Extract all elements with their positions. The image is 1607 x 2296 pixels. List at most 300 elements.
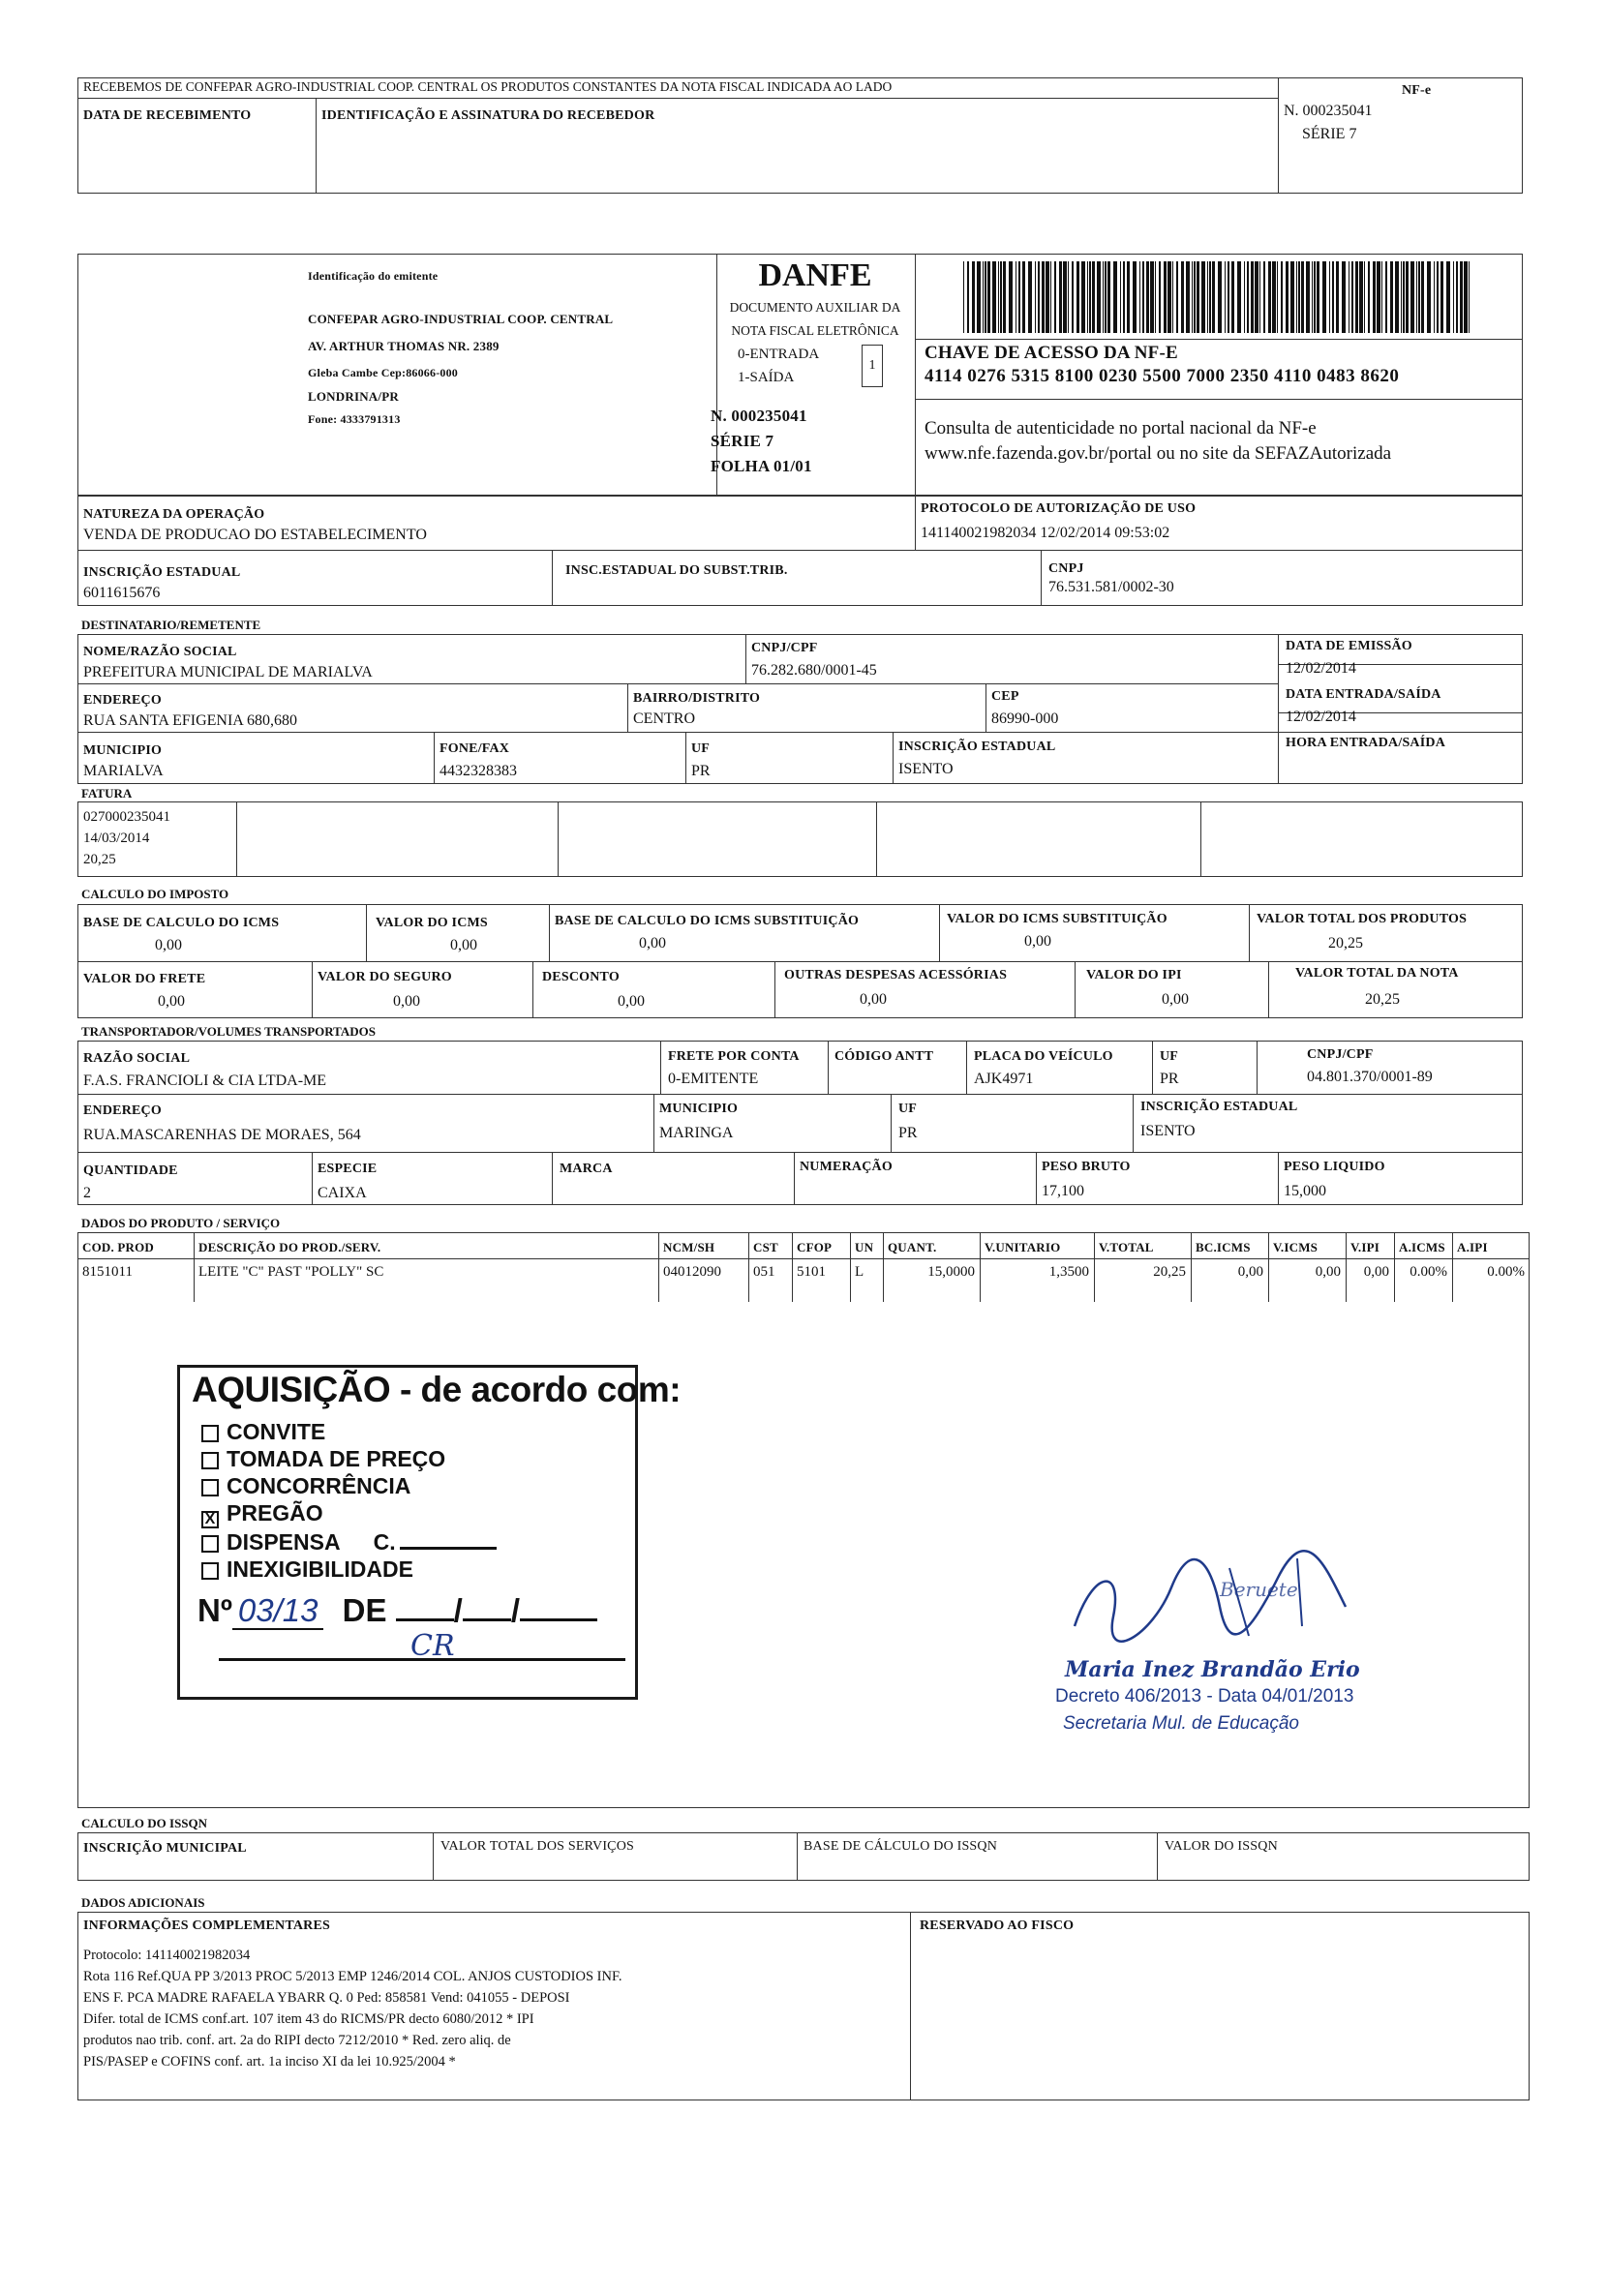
table-column-divider (980, 1232, 981, 1302)
barcode-bar (1081, 261, 1085, 333)
barcode-bar (1255, 261, 1258, 333)
stamp-number-line: Nº 03/13 DE / / (197, 1592, 597, 1629)
issqn-bc-label: BASE DE CÁLCULO DO ISSQN (804, 1839, 998, 1854)
barcode-bar (1434, 261, 1435, 333)
dest-emissao-label: DATA DE EMISSÃO (1286, 639, 1412, 653)
desconto: 0,00 (618, 993, 645, 1010)
stamp-options (201, 1418, 497, 1583)
adicionais-section: DADOS ADICIONAIS (81, 1895, 205, 1910)
barcode (963, 261, 1476, 333)
barcode-bar (1373, 261, 1376, 333)
transp-placa: AJK4971 (974, 1071, 1034, 1087)
info-complementares-label: INFORMAÇÕES COMPLEMENTARES (83, 1918, 331, 1933)
table-column-divider (1346, 1232, 1347, 1302)
transp-uf-label: UF (1160, 1049, 1179, 1064)
outras: 0,00 (860, 991, 887, 1008)
barcode-bar (1259, 261, 1260, 333)
barcode-bar (1228, 261, 1229, 333)
barcode-bar (1072, 261, 1074, 333)
barcode-bar (1150, 261, 1154, 333)
table-cell-aicms: 0.00% (1410, 1264, 1447, 1280)
barcode-bar (1312, 261, 1313, 333)
barcode-bar (1127, 261, 1130, 333)
emitente-address: AV. ARTHUR THOMAS NR. 2389 (308, 339, 500, 353)
dest-ie: ISENTO (898, 761, 954, 777)
barcode-bar (1164, 261, 1167, 333)
barcode-bar (1314, 261, 1316, 333)
bc-icms: 0,00 (155, 937, 182, 953)
stamp-title: AQUISIÇÃO - de acordo com: (192, 1370, 682, 1409)
barcode-bar (1097, 261, 1101, 333)
barcode-bar (1076, 261, 1079, 333)
emitente-name: CONFEPAR AGRO-INDUSTRIAL COOP. CENTRAL (308, 312, 614, 326)
barcode-bar (1059, 261, 1062, 333)
barcode-bar (1089, 261, 1091, 333)
barcode-bar (1317, 261, 1319, 333)
barcode-bar (1364, 261, 1365, 333)
transp-liquido-label: PESO LIQUIDO (1284, 1160, 1385, 1174)
outras-label: OUTRAS DESPESAS ACESSÓRIAS (784, 968, 1008, 982)
emitente-label: Identificação do emitente (308, 269, 439, 283)
fatura-valor: 20,25 (83, 852, 116, 867)
signature-decree: Decreto 406/2013 - Data 04/01/2013 (1055, 1686, 1354, 1707)
table-header-vicms: V.ICMS (1273, 1240, 1319, 1254)
transp-uf2: PR (898, 1125, 918, 1141)
table-header-cst: CST (753, 1240, 778, 1254)
transp-razao-label: RAZÃO SOCIAL (83, 1051, 191, 1066)
barcode-bar (1003, 261, 1006, 333)
barcode-bar (1113, 261, 1117, 333)
barcode-bar (1192, 261, 1193, 333)
dest-cep-label: CEP (991, 689, 1019, 704)
table-header-aipi: A.IPI (1457, 1240, 1488, 1254)
table-column-divider (792, 1232, 793, 1302)
stamp-option-convite: CONVITE (201, 1418, 497, 1445)
barcode-bar (1237, 261, 1241, 333)
dest-entrada-label: DATA ENTRADA/SAÍDA (1286, 687, 1441, 702)
consulta-line1: Consulta de autenticidade no portal nacional da NF-e (925, 418, 1317, 438)
barcode-bar (1201, 261, 1205, 333)
table-header-ncm: NCM/SH (663, 1240, 715, 1254)
danfe-sub2: NOTA FISCAL ELETRÔNICA (731, 323, 899, 338)
table-cell-cod: 8151011 (82, 1264, 133, 1280)
fatura-numero: 027000235041 (83, 809, 170, 825)
barcode-bar (1359, 261, 1363, 333)
barcode-bar (1123, 261, 1125, 333)
barcode-bar (1050, 261, 1051, 333)
ie-label: INSCRIÇÃO ESTADUAL (83, 565, 241, 580)
fatura-vencimento: 14/03/2014 (83, 831, 150, 846)
stamp-no-value: 03/13 (232, 1592, 324, 1630)
barcode-bar (1416, 261, 1417, 333)
transp-qtd: 2 (83, 1185, 91, 1201)
transp-razao: F.A.S. FRANCIOLI & CIA LTDA-ME (83, 1072, 327, 1089)
barcode-bar (1046, 261, 1049, 333)
transp-ie: ISENTO (1140, 1123, 1196, 1139)
danfe-title: DANFE (758, 257, 872, 293)
canhoto-nfe-label: NF-e (1402, 83, 1432, 98)
ipi-label: VALOR DO IPI (1086, 968, 1182, 982)
cnpj-emitente-value: 76.531.581/0002-30 (1048, 579, 1174, 595)
barcode-bar (1159, 261, 1161, 333)
table-header-aicms: A.ICMS (1399, 1240, 1445, 1254)
bc-icms-label: BASE DE CALCULO DO ICMS (83, 916, 280, 930)
barcode-bar (1469, 261, 1470, 333)
desconto-label: DESCONTO (542, 970, 620, 984)
danfe-folha: FOLHA 01/01 (711, 457, 812, 475)
barcode-bar (1194, 261, 1196, 333)
bc-st: 0,00 (639, 935, 666, 952)
barcode-bar (1329, 261, 1330, 333)
imposto-section: CALCULO DO IMPOSTO (81, 887, 229, 901)
barcode-bar (1427, 261, 1431, 333)
barcode-bar (963, 261, 964, 333)
barcode-bar (1068, 261, 1069, 333)
stamp-option-pregao: X PREGÃO (201, 1499, 497, 1528)
table-column-divider (1394, 1232, 1395, 1302)
checkbox-icon (201, 1452, 219, 1469)
barcode-bar (1035, 261, 1036, 333)
table-cell-bcicms: 0,00 (1237, 1264, 1263, 1280)
barcode-bar (1155, 261, 1156, 333)
table-header-quant: QUANT. (888, 1240, 937, 1254)
transp-especie: CAIXA (318, 1185, 367, 1201)
transp-antt-label: CÓDIGO ANTT (834, 1049, 934, 1064)
transp-especie-label: ESPECIE (318, 1162, 378, 1176)
dest-cep: 86990-000 (991, 710, 1059, 727)
emitente-city: LONDRINA/PR (308, 389, 399, 404)
table-cell-descricao: LEITE "C" PAST "POLLY" SC (198, 1264, 384, 1280)
barcode-bar (1176, 261, 1178, 333)
barcode-bar (1437, 261, 1439, 333)
barcode-bar (1042, 261, 1045, 333)
dest-nome: PREFEITURA MUNICIPAL DE MARIALVA (83, 664, 373, 680)
transp-cnpj-label: CNPJ/CPF (1307, 1047, 1374, 1062)
transp-marca-label: MARCA (560, 1162, 613, 1176)
issqn-servicos-label: VALOR TOTAL DOS SERVIÇOS (440, 1839, 635, 1854)
table-header-vunit: V.UNITARIO (985, 1240, 1061, 1254)
dest-endereco: RUA SANTA EFIGENIA 680,680 (83, 712, 297, 729)
signature-role: Secretaria Mul. de Educação (1063, 1713, 1299, 1734)
barcode-bar (1332, 261, 1334, 333)
barcode-bar (992, 261, 996, 333)
dest-cnpj: 76.282.680/0001-45 (751, 662, 877, 679)
barcode-bar (1464, 261, 1468, 333)
transp-cnpj: 04.801.370/0001-89 (1307, 1069, 1433, 1085)
transp-municipio-label: MUNICIPIO (659, 1102, 739, 1116)
barcode-bar (977, 261, 981, 333)
barcode-bar (1133, 261, 1137, 333)
table-column-divider (1191, 1232, 1192, 1302)
table-cell-ncm: 04012090 (663, 1264, 721, 1280)
ie-subst-label: INSC.ESTADUAL DO SUBST.TRIB. (565, 563, 788, 578)
stamp-c-label: C. (373, 1529, 396, 1555)
barcode-bar (1268, 261, 1271, 333)
dest-endereco-label: ENDEREÇO (83, 693, 162, 708)
barcode-bar (1263, 261, 1265, 333)
barcode-bar (1418, 261, 1420, 333)
table-cell-aipi: 0.00% (1487, 1264, 1525, 1280)
info-line: Rota 116 Ref.QUA PP 3/2013 PROC 5/2013 EMP 1246/2014 COL. ANJOS CUSTODIOS INF. (83, 1969, 622, 1984)
transp-bruto: 17,100 (1042, 1183, 1084, 1199)
barcode-bar (983, 261, 984, 333)
chave-value: 4114 0276 5315 8100 0230 5500 7000 2350 4110 0483 8620 (925, 366, 1400, 386)
dest-cnpj-label: CNPJ/CPF (751, 641, 818, 655)
protocolo-value: 141140021982034 12/02/2014 09:53:02 (921, 525, 1170, 541)
issqn-section: CALCULO DO ISSQN (81, 1816, 208, 1830)
danfe-sub1: DOCUMENTO AUXILIAR DA (729, 300, 901, 315)
canhoto-serie: SÉRIE 7 (1302, 126, 1357, 142)
total-label: VALOR TOTAL DA NOTA (1295, 966, 1459, 981)
signature-name: Maria Inez Brandão Erio (1065, 1657, 1360, 1682)
barcode-bar (1247, 261, 1249, 333)
table-header-descricao: DESCRIÇÃO DO PROD./SERV. (198, 1240, 381, 1254)
barcode-bar (1244, 261, 1245, 333)
signature-script: Beruete (1220, 1578, 1298, 1601)
dest-uf: PR (691, 763, 711, 779)
produtos-section: DADOS DO PRODUTO / SERVIÇO (81, 1216, 281, 1230)
barcode-bar (1336, 261, 1339, 333)
barcode-bar (1092, 261, 1095, 333)
barcode-bar (1460, 261, 1463, 333)
table-cell-vipi: 0,00 (1363, 1264, 1389, 1280)
barcode-bar (1167, 261, 1171, 333)
barcode-bar (1286, 261, 1289, 333)
barcode-bar (1410, 261, 1414, 333)
barcode-bar (1218, 261, 1222, 333)
seguro-label: VALOR DO SEGURO (318, 970, 452, 984)
transp-placa-label: PLACA DO VEÍCULO (974, 1049, 1113, 1064)
barcode-bar (1197, 261, 1199, 333)
barcode-bar (1212, 261, 1215, 333)
dest-uf-label: UF (691, 741, 711, 756)
info-line: produtos nao trib. conf. art. 2a do RIPI decto 7212/2010 * Red. zero aliq. de (83, 2033, 511, 2048)
transp-municipio: MARINGA (659, 1125, 734, 1141)
barcode-bar (1105, 261, 1107, 333)
table-header-vipi: V.IPI (1350, 1240, 1380, 1254)
barcode-bar (1385, 261, 1387, 333)
checkbox-icon (201, 1535, 219, 1553)
stamp-initials: CR (410, 1629, 455, 1663)
barcode-bar (1296, 261, 1297, 333)
destinatario-section: DESTINATARIO/REMETENTE (81, 618, 261, 632)
table-column-divider (1094, 1232, 1095, 1302)
table-cell-quant: 15,0000 (927, 1264, 975, 1280)
barcode-bar (1390, 261, 1393, 333)
bc-st-label: BASE DE CALCULO DO ICMS SUBSTITUIÇÃO (555, 914, 860, 928)
data-recebimento-label: DATA DE RECEBIMENTO (83, 108, 252, 123)
barcode-bar (1368, 261, 1370, 333)
transp-ie-label: INSCRIÇÃO ESTADUAL (1140, 1100, 1298, 1114)
barcode-bar (1272, 261, 1276, 333)
barcode-bar (998, 261, 999, 333)
table-header-un: UN (855, 1240, 874, 1254)
stamp-option-dispensa: DISPENSA C. (201, 1528, 497, 1556)
barcode-bar (1251, 261, 1254, 333)
barcode-bar (1120, 261, 1121, 333)
table-header-bcicms: BC.ICMS (1196, 1240, 1251, 1254)
barcode-bar (1351, 261, 1353, 333)
frete: 0,00 (158, 993, 185, 1010)
protocolo-label: PROTOCOLO DE AUTORIZAÇÃO DE USO (921, 501, 1197, 516)
dest-bairro: CENTRO (633, 710, 695, 727)
v-prod: 20,25 (1328, 935, 1363, 952)
v-icms: 0,00 (450, 937, 477, 953)
dest-fone-label: FONE/FAX (440, 741, 510, 756)
barcode-bar (1355, 261, 1358, 333)
barcode-bar (1142, 261, 1144, 333)
natureza-value: VENDA DE PRODUCAO DO ESTABELECIMENTO (83, 527, 427, 543)
barcode-bar (1421, 261, 1424, 333)
v-st-label: VALOR DO ICMS SUBSTITUIÇÃO (947, 912, 1167, 926)
danfe-numero: N. 000235041 (711, 407, 807, 425)
barcode-bar (967, 261, 969, 333)
barcode-bar (1403, 261, 1405, 333)
checkbox-icon (201, 1479, 219, 1496)
transportador-section: TRANSPORTADOR/VOLUMES TRANSPORTADOS (81, 1024, 377, 1039)
barcode-bar (1139, 261, 1140, 333)
emitente-district: Gleba Cambe Cep:86066-000 (308, 366, 458, 379)
barcode-bar (1207, 261, 1208, 333)
ipi: 0,00 (1162, 991, 1189, 1008)
barcode-bar (1446, 261, 1450, 333)
barcode-bar (1298, 261, 1300, 333)
transp-frete: 0-EMITENTE (668, 1071, 759, 1087)
barcode-bar (985, 261, 986, 333)
reservado-fisco-label: RESERVADO AO FISCO (920, 1918, 1075, 1933)
dest-entrada: 12/02/2014 (1286, 709, 1356, 725)
transp-numeracao-label: NUMERAÇÃO (800, 1160, 893, 1174)
table-cell-vtotal: 20,25 (1153, 1264, 1186, 1280)
chave-title: CHAVE DE ACESSO DA NF-E (925, 343, 1178, 363)
danfe-entrada: 0-ENTRADA (738, 347, 820, 362)
barcode-bar (1225, 261, 1226, 333)
info-line: Protocolo: 141140021982034 (83, 1948, 251, 1963)
barcode-bar (1172, 261, 1173, 333)
table-column-divider (194, 1232, 195, 1302)
barcode-bar (1440, 261, 1443, 333)
canhoto-numero: N. 000235041 (1284, 103, 1373, 119)
table-cell-vunit: 1,3500 (1048, 1264, 1089, 1280)
barcode-bar (1028, 261, 1032, 333)
table-cell-vicms: 0,00 (1315, 1264, 1341, 1280)
table-cell-cfop: 5101 (797, 1264, 826, 1280)
emitente-phone: Fone: 4333791313 (308, 412, 401, 426)
natureza-label: NATUREZA DA OPERAÇÃO (83, 507, 265, 522)
dest-bairro-label: BAIRRO/DISTRITO (633, 691, 761, 706)
barcode-bar (1306, 261, 1310, 333)
signature-scribble-icon (1055, 1549, 1384, 1655)
v-icms-label: VALOR DO ICMS (376, 916, 488, 930)
barcode-bar (1231, 261, 1234, 333)
barcode-bar (1456, 261, 1458, 333)
barcode-bar (1054, 261, 1056, 333)
table-cell-un: L (855, 1264, 864, 1280)
frete-label: VALOR DO FRETE (83, 972, 206, 986)
transp-frete-label: FRETE POR CONTA (668, 1049, 800, 1064)
table-cell-cst: 051 (753, 1264, 775, 1280)
transp-bruto-label: PESO BRUTO (1042, 1160, 1131, 1174)
dest-emissao: 12/02/2014 (1286, 660, 1356, 677)
transp-endereco: RUA.MASCARENHAS DE MORAES, 564 (83, 1127, 361, 1143)
fatura-section: FATURA (81, 786, 133, 801)
table-column-divider (748, 1232, 749, 1302)
barcode-bar (1063, 261, 1067, 333)
barcode-bar (1181, 261, 1184, 333)
stamp-no-label: Nº (197, 1592, 232, 1628)
barcode-bar (1281, 261, 1283, 333)
ie-value: 6011615676 (83, 585, 161, 601)
canhoto-statement: RECEBEMOS DE CONFEPAR AGRO-INDUSTRIAL COOP. CENTRAL OS PRODUTOS CONSTANTES DA NOTA FISCAL INDICADA AO LADO (83, 79, 893, 94)
barcode-bar (1209, 261, 1211, 333)
table-column-divider (883, 1232, 884, 1302)
dest-nome-label: NOME/RAZÃO SOCIAL (83, 645, 237, 659)
stamp-option-inexigibilidade: INEXIGIBILIDADE (201, 1556, 497, 1583)
barcode-bar (987, 261, 990, 333)
consulta-line2: www.nfe.fazenda.gov.br/portal ou no site da SEFAZAutorizada (925, 443, 1392, 464)
dest-municipio-label: MUNICIPIO (83, 743, 163, 758)
barcode-bar (1406, 261, 1409, 333)
table-header-vtotal: V.TOTAL (1099, 1240, 1154, 1254)
acquisition-stamp (177, 1365, 682, 1700)
barcode-bar (1377, 261, 1380, 333)
danfe-tipo-box: 1 (862, 345, 883, 387)
dest-hora-label: HORA ENTRADA/SAÍDA (1286, 736, 1446, 750)
barcode-bar (1381, 261, 1382, 333)
issqn-valor-label: VALOR DO ISSQN (1165, 1839, 1278, 1854)
barcode-bar (1301, 261, 1304, 333)
issqn-im-label: INSCRIÇÃO MUNICIPAL (83, 1841, 247, 1856)
stamp-option-concorrencia: CONCORRÊNCIA (201, 1472, 497, 1499)
transp-liquido: 15,000 (1284, 1183, 1326, 1199)
barcode-bar (1342, 261, 1346, 333)
cnpj-emitente-label: CNPJ (1048, 561, 1084, 576)
barcode-bar (1000, 261, 1002, 333)
danfe-saida: 1-SAÍDA (738, 370, 795, 385)
seguro: 0,00 (393, 993, 420, 1010)
table-column-divider (1452, 1232, 1453, 1302)
checkbox-checked-icon: X (201, 1511, 219, 1528)
v-prod-label: VALOR TOTAL DOS PRODUTOS (1257, 912, 1468, 926)
barcode-bar (1401, 261, 1402, 333)
transp-uf: PR (1160, 1071, 1179, 1087)
table-column-divider (658, 1232, 659, 1302)
barcode-bar (1038, 261, 1040, 333)
barcode-bar (1087, 261, 1088, 333)
barcode-bar (1322, 261, 1326, 333)
checkbox-icon (201, 1425, 219, 1442)
barcode-bar (1290, 261, 1294, 333)
barcode-bar (1395, 261, 1399, 333)
barcode-bar (1009, 261, 1013, 333)
table-column-divider (1268, 1232, 1269, 1302)
barcode-bar (1453, 261, 1454, 333)
checkbox-icon (201, 1562, 219, 1580)
v-st: 0,00 (1024, 933, 1051, 950)
total: 20,25 (1365, 991, 1400, 1008)
info-line: PIS/PASEP e COFINS conf. art. 1a inciso XI da lei 10.925/2004 * (83, 2054, 456, 2069)
barcode-bar (1277, 261, 1278, 333)
transp-qtd-label: QUANTIDADE (83, 1163, 178, 1178)
dest-municipio: MARIALVA (83, 763, 164, 779)
table-column-divider (850, 1232, 851, 1302)
info-line: ENS F. PCA MADRE RAFAELA YBARR Q. 0 Ped: 858581 Vend: 041055 - DEPOSI (83, 1990, 570, 2006)
barcode-bar (1107, 261, 1110, 333)
barcode-bar (1022, 261, 1025, 333)
barcode-bar (972, 261, 975, 333)
identificacao-recebedor-label: IDENTIFICAÇÃO E ASSINATURA DO RECEBEDOR (321, 108, 655, 123)
dest-fone: 4432328383 (440, 763, 517, 779)
